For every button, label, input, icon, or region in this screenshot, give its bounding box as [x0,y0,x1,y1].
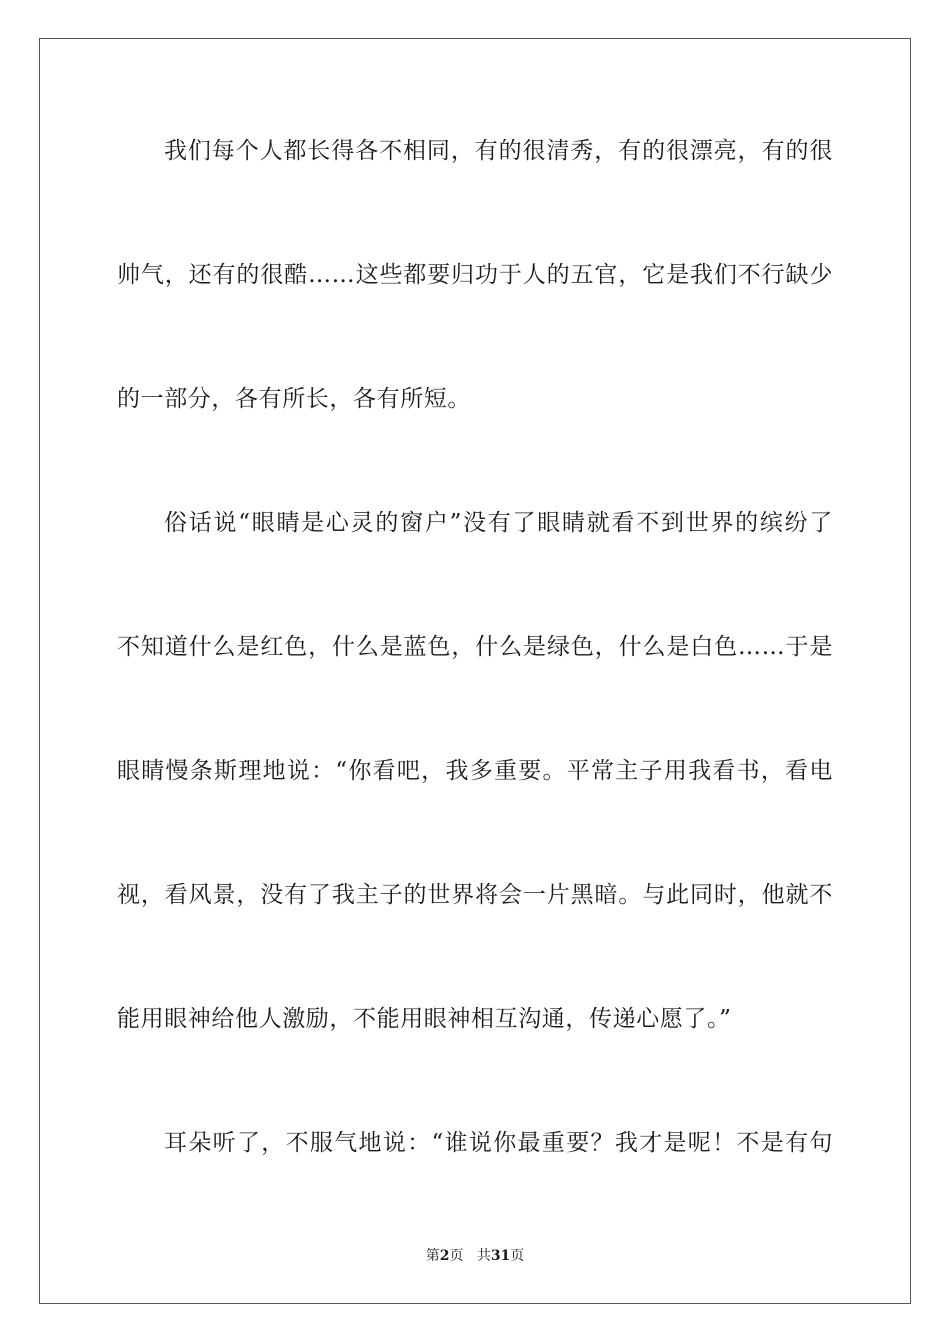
footer-total-suffix: 页 [510,1248,525,1264]
paragraph-3-line-1: 耳朵听了，不服气地说：“谁说你最重要？我才是呢！不是有句 [164,1130,833,1156]
paragraph-1-line-2: 帅气，还有的很酷……这些都要归功于人的五官，它是我们不行缺少 [117,262,833,288]
footer-page-prefix: 第 [425,1248,440,1264]
footer-page-suffix: 页 [449,1248,464,1264]
paragraph-2-line-2: 不知道什么是红色，什么是蓝色，什么是绿色，什么是白色……于是 [117,634,833,660]
paragraph-1-line-3: 的一部分，各有所长，各有所短。 [117,386,471,412]
paragraph-1-line-1: 我们每个人都长得各不相同，有的很清秀，有的很漂亮，有的很 [164,138,833,164]
paragraph-2-line-4: 视，看风景，没有了我主子的世界将会一片黑暗。与此同时，他就不 [117,882,833,908]
page-border [39,38,911,1304]
footer-page-number: 2 [439,1248,450,1264]
page-footer [0,1247,950,1265]
paragraph-2-line-5: 能用眼神给他人激励，不能用眼神相互沟通，传递心愿了。” [117,1006,732,1032]
paragraph-2-line-1: 俗话说“眼睛是心灵的窗户”没有了眼睛就看不到世界的缤纷了 [164,510,833,536]
paragraph-2-line-3: 眼睛慢条斯理地说：“你看吧，我多重要。平常主子用我看书，看电 [117,758,833,784]
footer-total-prefix: 共 [476,1248,491,1264]
footer-total-pages: 31 [490,1248,511,1264]
